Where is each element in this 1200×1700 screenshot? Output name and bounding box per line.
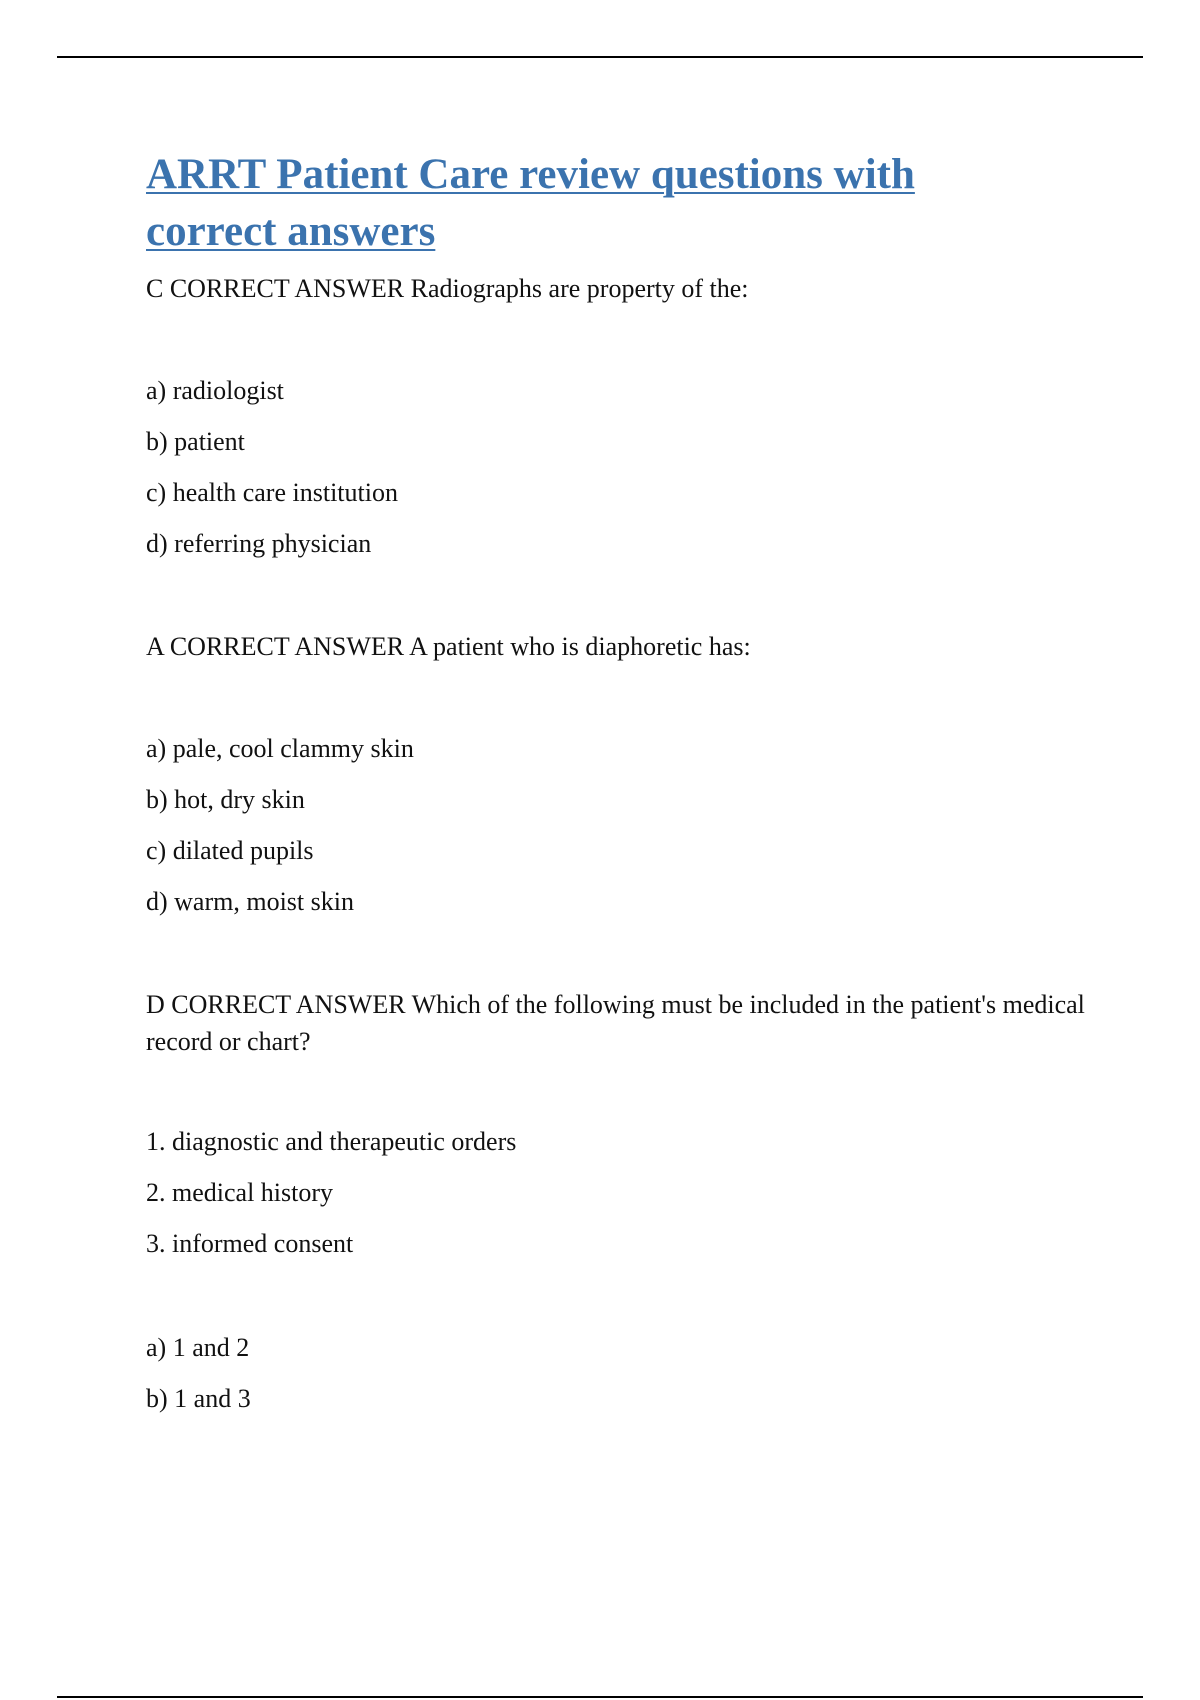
answer-option: a) pale, cool clammy skin: [146, 734, 414, 763]
question-prompt: D CORRECT ANSWER Which of the following must be included in the patient's medical record or chart?: [146, 990, 1085, 1056]
answer-option: b) hot, dry skin: [146, 785, 305, 814]
answer-option: d) referring physician: [146, 529, 372, 558]
numbered-item: 1. diagnostic and therapeutic orders: [146, 1127, 517, 1156]
answer-option: c) health care institution: [146, 478, 398, 507]
numbered-item: 3. informed consent: [146, 1229, 354, 1258]
answer-option: a) radiologist: [146, 376, 284, 405]
answer-option: c) dilated pupils: [146, 836, 314, 865]
bottom-rule: [57, 1696, 1143, 1698]
top-rule: [57, 56, 1143, 58]
answer-options-1: [146, 372, 1106, 576]
answer-options-3: [146, 1329, 1106, 1431]
answer-option: b) 1 and 3: [146, 1384, 251, 1413]
document-title: ARRT Patient Care review questions with correct answers: [146, 151, 915, 255]
numbered-item: 2. medical history: [146, 1178, 334, 1207]
numbered-items-3: [146, 1123, 1106, 1276]
answer-option: a) 1 and 2: [146, 1333, 250, 1362]
answer-option: d) warm, moist skin: [146, 887, 354, 916]
answer-options-2: [146, 730, 1106, 934]
question-block-1: [146, 270, 1106, 307]
question-block-2: [146, 628, 1106, 665]
answer-option: b) patient: [146, 427, 245, 456]
question-block-3: [146, 986, 1106, 1060]
question-prompt: C CORRECT ANSWER Radiographs are property of the:: [146, 274, 749, 303]
document-body: [146, 146, 1106, 1413]
question-prompt: A CORRECT ANSWER A patient who is diaphoretic has:: [146, 632, 751, 661]
